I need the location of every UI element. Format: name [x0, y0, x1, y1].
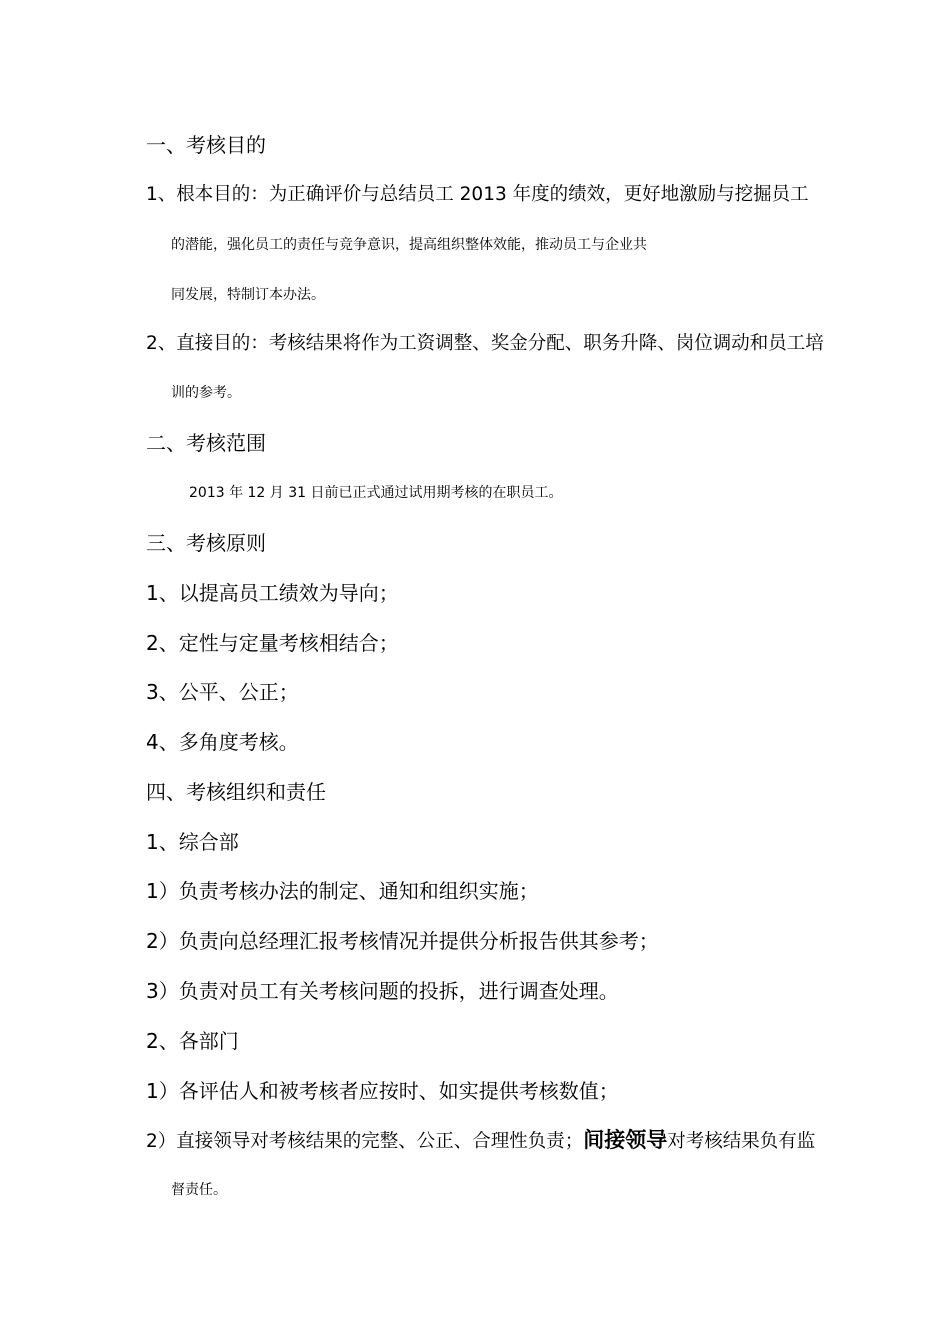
sub1-item: 2）负责向总经理汇报考核情况并提供分析报告供其参考；	[146, 929, 659, 953]
section4-heading: 四、考核组织和责任	[146, 780, 326, 804]
sub2-title: 2、各部门	[146, 1029, 239, 1053]
principle-item: 1、以提高员工绩效为导向；	[146, 581, 399, 605]
section1-item1-line2: 的潜能，强化员工的责任与竞争意识，提高组织整体效能，推动员工与企业共	[171, 237, 647, 253]
section3-heading: 三、考核原则	[146, 531, 266, 555]
sub2-item2-line1	[146, 1125, 826, 1157]
principle-item: 2、定性与定量考核相结合；	[146, 631, 399, 655]
sub2-item1: 1）各评估人和被考核者应按时、如实提供考核数值；	[146, 1079, 619, 1103]
section1-heading: 一、考核目的	[146, 133, 266, 157]
principle-item: 3、公平、公正；	[146, 680, 299, 704]
sub2-item2-part2: 对考核结果负有监	[667, 1131, 816, 1152]
section1-item1-line1: 1、根本目的：为正确评价与总结员工 2013 年度的绩效，更好地激励与挖掘员工	[146, 184, 809, 205]
sub2-item2-line2: 督责任。	[171, 1182, 227, 1198]
sub1-item: 1）负责考核办法的制定、通知和组织实施；	[146, 879, 539, 903]
section1-item2-line1: 2、直接目的：考核结果将作为工资调整、奖金分配、职务升降、岗位调动和员工培	[146, 333, 824, 354]
indirect-leader-emphasis: 间接领导	[583, 1128, 668, 1152]
sub1-title: 1、综合部	[146, 830, 239, 854]
section1-item2-line2: 训的参考。	[171, 385, 241, 401]
section2-text: 2013 年 12 月 31 日前已正式通过试用期考核的在职员工。	[189, 485, 563, 501]
sub1-item: 3）负责对员工有关考核问题的投拆，进行调查处理。	[146, 979, 619, 1003]
section2-heading: 二、考核范围	[146, 431, 266, 455]
principle-item: 4、多角度考核。	[146, 730, 299, 754]
section1-item1-line3: 同发展，特制订本办法。	[171, 287, 325, 303]
sub2-item2-part1: 2）直接领导对考核结果的完整、公正、合理性负责；	[146, 1131, 584, 1152]
